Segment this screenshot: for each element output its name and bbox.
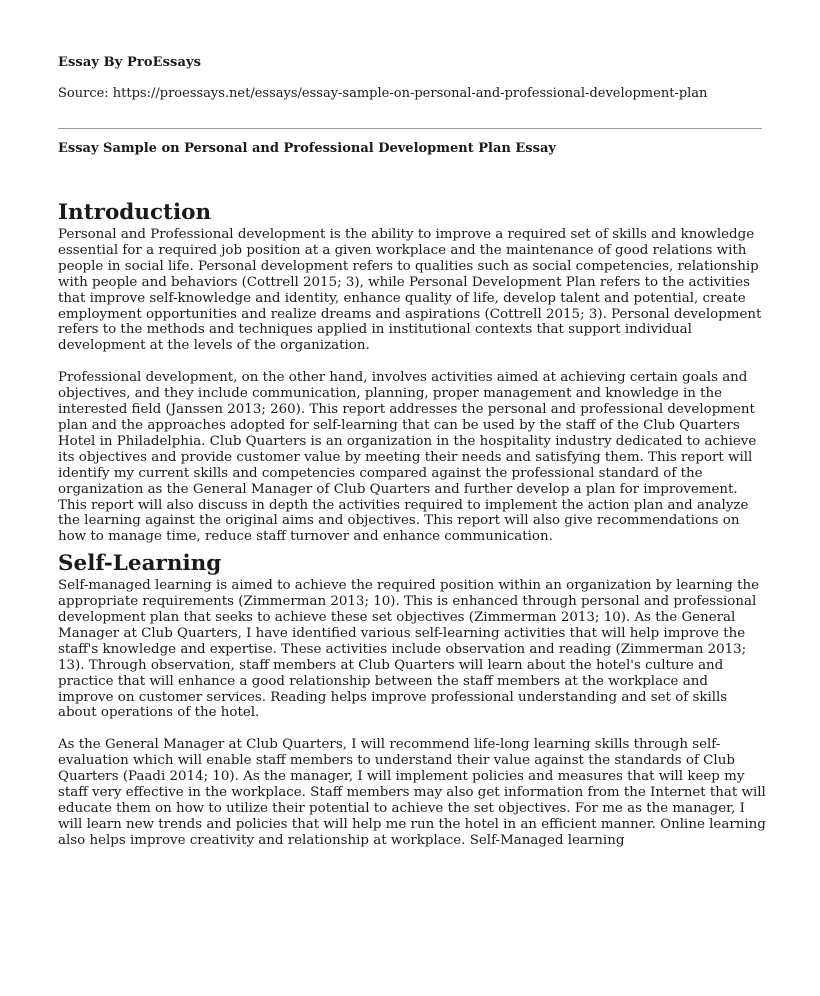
- paragraph: Self-managed learning is aimed to achieve the required position within an organization by learning the appropriate requirements (Zimmerman 2013; 10). This is enhanced through personal and professional development plan that seeks to achieve these set objectives (Zimmerman 2013; 10). As the General Manager at Club Quarters, I have identified various self-learning activities that will help improve the staff's knowledge and expertise. These activities include observation and reading (Zimmerman 2013; 13). Through observation, staff members at Club Quarters will learn about the hotel's culture and practice that will enhance a good relationship between the staff members at the workplace and improve on customer services. Reading helps improve professional understanding and set of skills about operations of the hotel.: [58, 578, 759, 721]
- section-heading-introduction: Introduction: [58, 200, 212, 225]
- essay-body: [58, 199, 766, 849]
- header-divider: [58, 128, 762, 129]
- paragraph: Professional development, on the other hand, involves activities aimed at achieving certain goals and objectives, and they include communication, planning, proper management and knowledge in the interested field (Janssen 2013; 260). This report addresses the personal and professional development plan and the approaches adopted for self-learning that can be used by the staff of the Club Quarters Hotel in Philadelphia. Club Quarters is an organization in the hospitality industry dedicated to achieve its objectives and provide customer value by meeting their needs and satisfying them. This report will identify my current skills and competencies compared against the professional standard of the organization as the General Manager of Club Quarters and further develop a plan for improvement. This report will also discuss in depth the activities required to implement the action plan and analyze the learning against the original aims and objectives. This report will also give recommendations on how to manage time, reduce staff turnover and enhance communication.: [58, 370, 757, 545]
- section-heading-self-learning: Self-Learning: [58, 551, 222, 577]
- brand-label: Essay By ProEssays: [58, 55, 202, 70]
- essay-title: Essay Sample on Personal and Professional Development Plan Essay: [58, 141, 556, 156]
- source-line: Source: https://proessays.net/essays/essay-sample-on-personal-and-professional-development-plan: [58, 86, 708, 101]
- paragraph: As the General Manager at Club Quarters, I will recommend life-long learning skills through self-evaluation which will enable staff members to understand their value against the standards of Club Quarters (Paadi 2014; 10). As the manager, I will implement policies and measures that will keep my staff very effective in the workplace. Staff members may also get information from the Internet that will educate them on how to utilize their potential to achieve the set objectives. For me as the manager, I will learn new trends and policies that will help me run the hotel in an efficient manner. Online learning also helps improve creativity and relationship at workplace. Self-Managed learning: [58, 737, 766, 848]
- paragraph: Personal and Professional development is the ability to improve a required set of skills and knowledge essential for a required job position at a given workplace and the maintenance of good relations with people in social life. Personal development refers to qualities such as social competencies, relationship with people and behaviors (Cottrell 2015; 3), while Personal Development Plan refers to the activities that improve self-knowledge and identity, enhance quality of life, develop talent and potential, create employment opportunities and realize dreams and aspirations (Cottrell 2015; 3). Personal development refers to the methods and techniques applied in institutional contexts that support individual development at the levels of the organization.: [58, 227, 762, 354]
